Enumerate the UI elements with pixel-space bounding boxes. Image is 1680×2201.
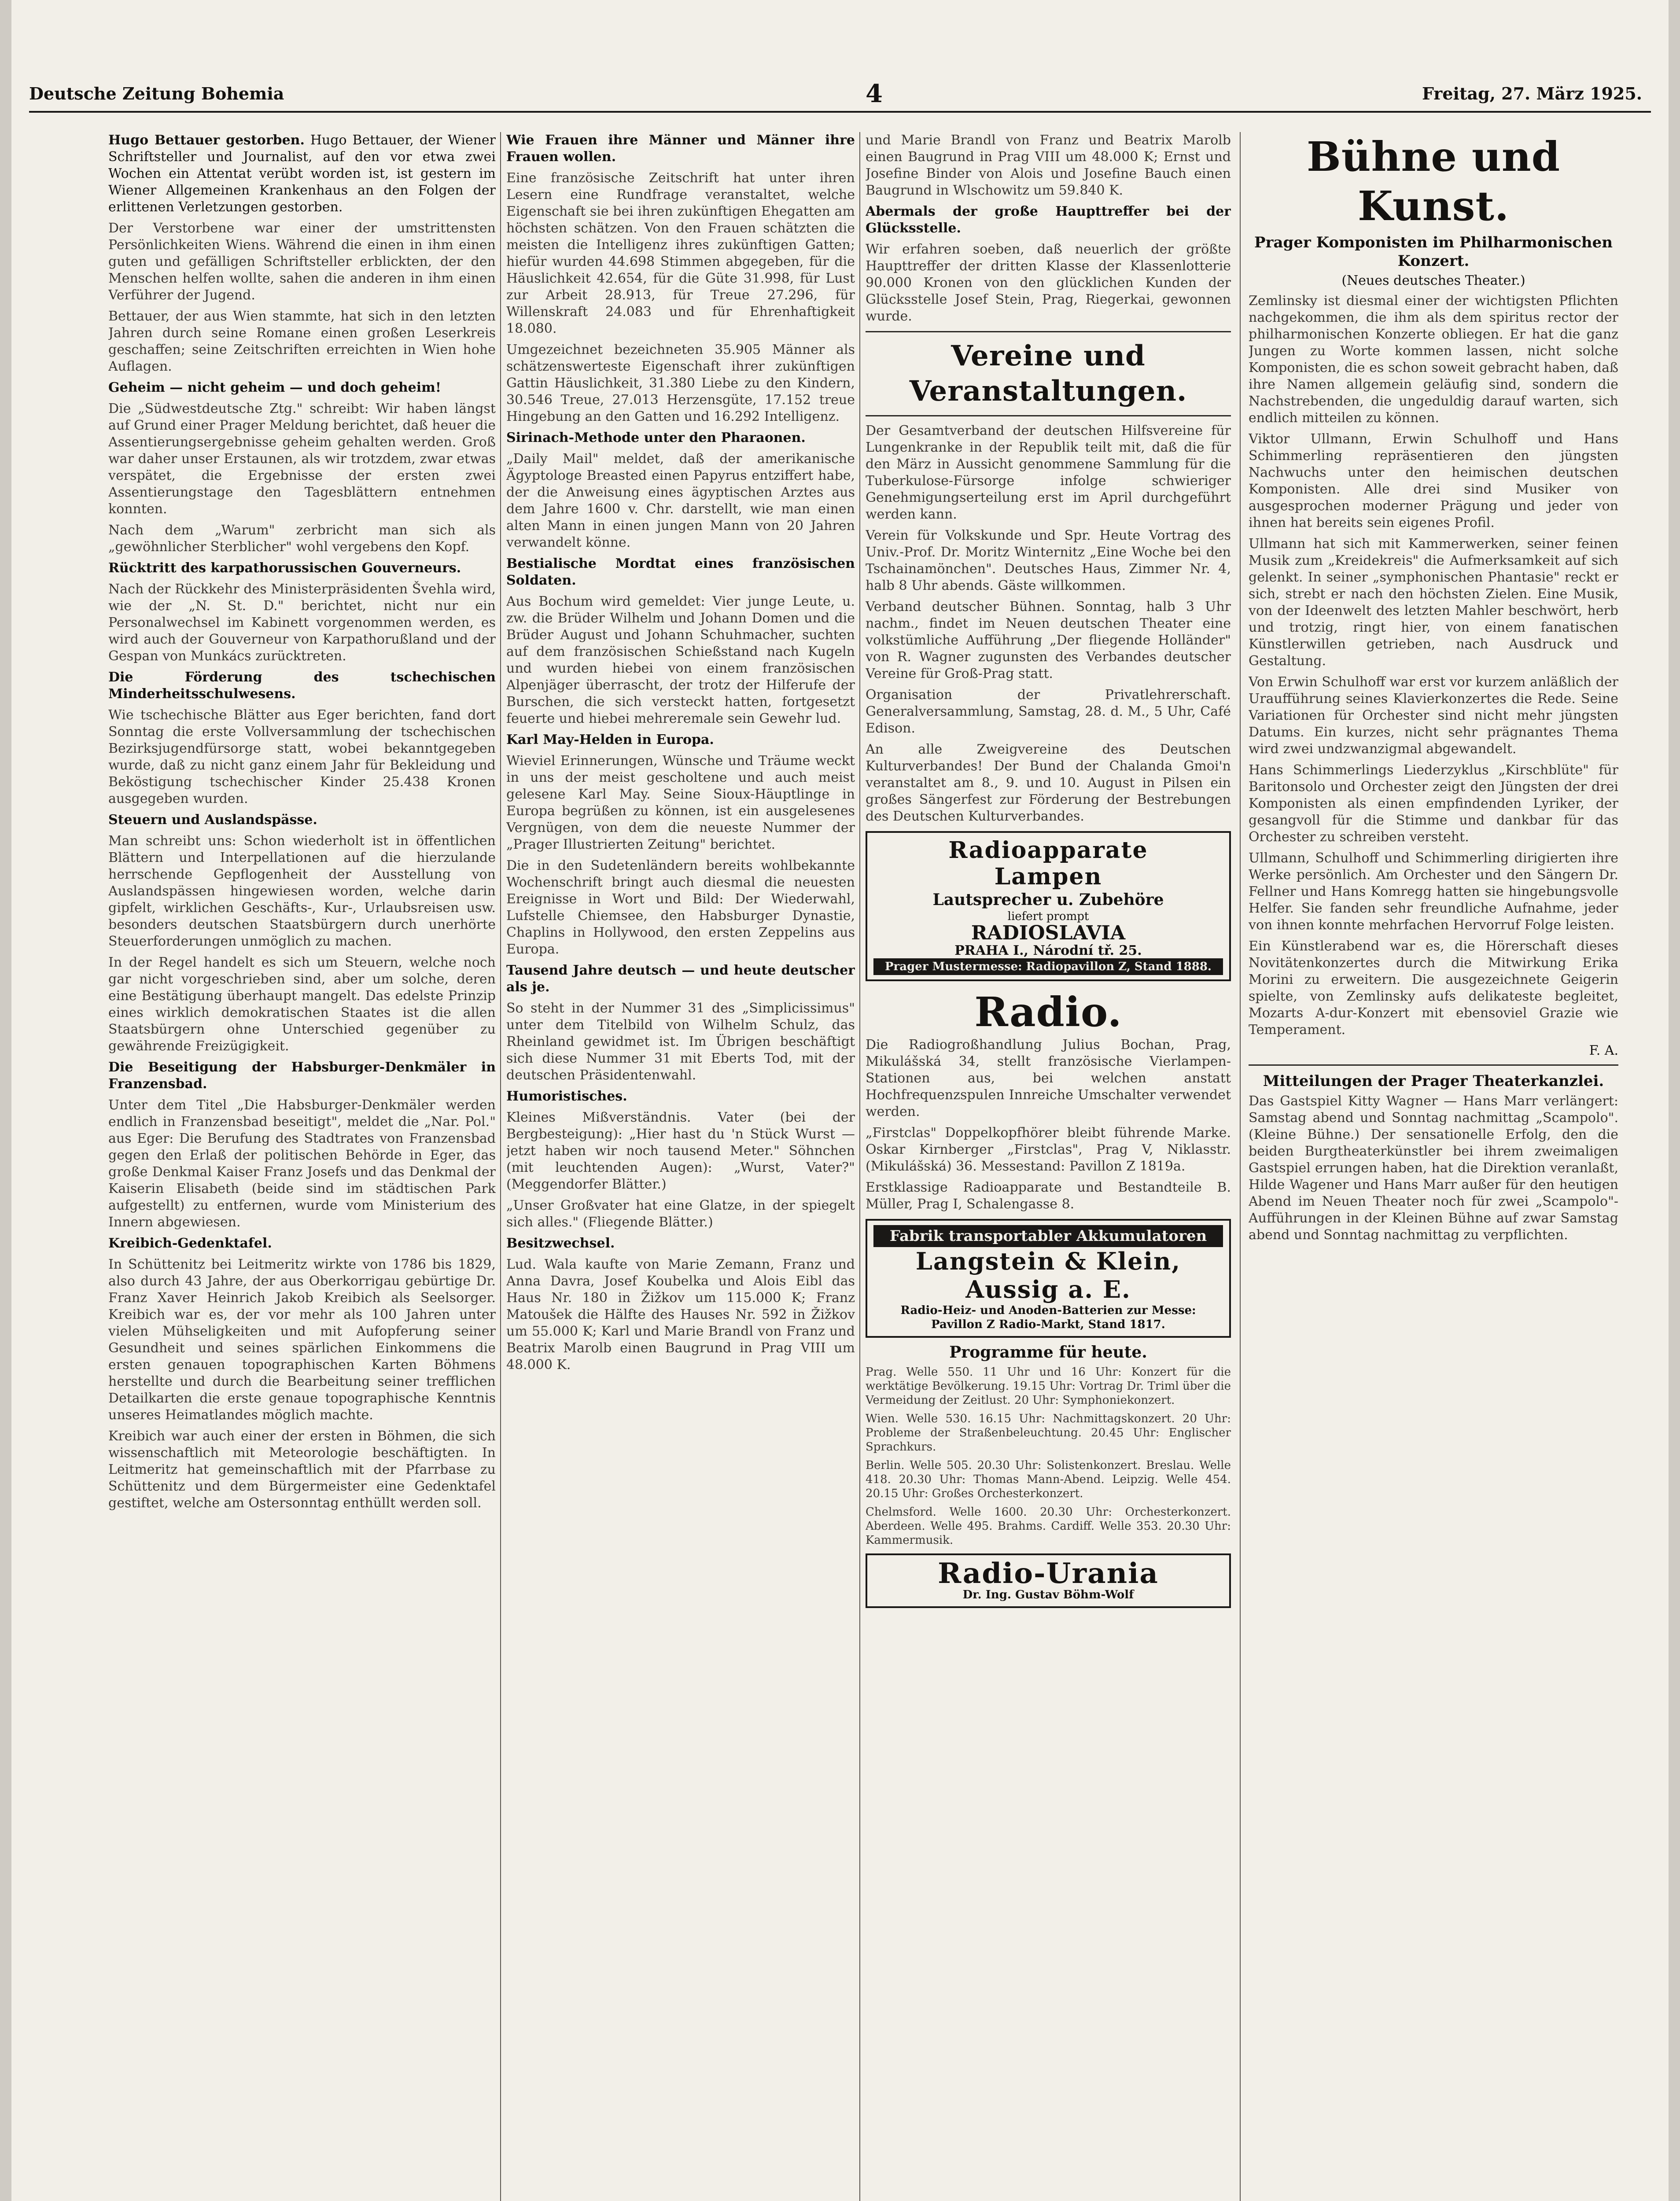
article-heading: Karl May-Helden in Europa. (506, 732, 714, 747)
page-number: 4 (866, 79, 883, 108)
ad-line: Radio-Heiz- und Anoden-Batterien zur Messe: Pavillon Z Radio-Markt, Stand 1817. (900, 1304, 1196, 1331)
article-heading: Steuern und Auslandspässe. (108, 812, 317, 828)
body-text-block: Die Radiogroßhandlung Julius Bochan, Prag, Mikulášská 34, stellt französische Vierlampen-Stationen aus, bei welchen anstatt Hochfrequenzspulen Innreiche Umschalter verwendet werden. „Firstclas" Doppelkopfhörer bleibt führende Marke. Oskar Kirnberger „Firstclas", Prag V, Niklasstr. (Mikulášská) 36. Messestand: Pavillon Z 1819a. Erstklassige Radioapparate und Bestandteile B. Müller, Prag I, Schalengasse 8. (866, 1037, 1231, 1212)
article-heading: Die Förderung des tschechischen Minderheitsschulwesens. (108, 670, 496, 702)
newspaper-page (11, 0, 1669, 2201)
article-heading: Tausend Jahre deutsch — und heute deutscher als je. (506, 963, 855, 995)
article-heading: Die Beseitigung der Habsburger-Denkmäler in Franzensbad. (108, 1060, 496, 1092)
article-heading: Hugo Bettauer gestorben. (108, 133, 305, 148)
article-heading: Mitteilungen der Prager Theaterkanzlei. (1263, 1072, 1604, 1090)
column-divider (859, 132, 860, 2201)
program-title: Programme für heute. (949, 1343, 1147, 1362)
article-heading: Humoristisches. (506, 1089, 627, 1104)
column-divider (500, 132, 501, 2201)
body-text-block: Aus Bochum wird gemeldet: Vier junge Leute, u. zw. die Brüder Wilhelm und Johann Domen und die Brüder August und Johann Schuhmacher, suchten auf dem französischen Schießstand nach Kugeln und wurden hiebei von einem französischen Alpenjäger überrascht, der trotz der Hilferufe der Burschen, die sich versteckt hatten, fortgesetzt feuerte und hiebei mehreremale sein Gewehr lud. (506, 594, 855, 726)
section-title: Bühne und Kunst. (1306, 133, 1561, 230)
body-text-block: Lud. Wala kaufte von Marie Zemann, Franz und Anna Davra, Josef Koubelka und Alois Eibl das Haus Nr. 180 in Žižkov um 115.000 K; Franz Matoušek die Hälfte des Hauses Nr. 592 in Žižkov um 55.000 K; Karl und Marie Brandl von Franz und Beatrix Marolb einen Baugrund in Prag VIII um 48.000 K. (506, 1257, 855, 1373)
article (108, 132, 496, 216)
body-text-block: Nach der Rückkehr des Ministerpräsidenten Švehla wird, wie der „N. St. D." berichtet, nicht nur ein Personalwechsel im Kabinett vorgenommen werden, es wird auch der Gouverneur von Karpathorußland und der Gespan von Munkács zurücktreten. (108, 582, 496, 664)
section-title: Radio. (974, 988, 1122, 1036)
body-text-block: Wieviel Erinnerungen, Wünsche und Träume weckt in uns der meist gescholtene und auch meist gelesene Karl May. Seine Sioux-Häuptlinge in Europa begrüßen zu können, ist ein ausgelesenes Vergnügen, von dem die neueste Nummer der „Prager Illustrierten Zeitung" berichtet. Die in den Sudetenländern bereits wohlbekannte Wochenschrift bringt auch diesmal die neuesten Ereignisse in Wort und Bild: Der Wiederwahl, Lufstelle Chiemsee, den Habsburger Dynastie, Chaplins in Hollywood, den ersten Zeppelins aus Europa. (506, 753, 855, 957)
body-text-block: Man schreibt uns: Schon wiederholt ist in öffentlichen Blättern und Interpellationen auf die hierzulande herrschende Gepflogenheit der Ausstellung von Auslandspässen hingewiesen worden, welche darin gipfelt, wirklichen Geschäfts-, Kur-, Urlaubsreisen usw. besonders deutschen Staatsbürgern durch unerhörte Steuerforderungen unmöglich zu machen. In der Regel handelt es sich um Steuern, welche noch gar nicht vorgeschrieben sind, aber um solche, deren eine Bestätigung überhaupt mangelt. Das edelste Prinzip eines wirklich demokratischen Staates ist die allen Staatsbürgern ohne Unterschied gegenüber zu gewährende Freizügigkeit. (108, 833, 496, 1054)
page-header (29, 75, 1651, 119)
ad-label: Fabrik transportabler Akkumulatoren (873, 1225, 1223, 1247)
ad-subline: Lautsprecher u. Zubehöre (932, 891, 1164, 909)
ad-owner: Dr. Ing. Gustav Böhm-Wolf (962, 1588, 1134, 1601)
article-heading: Rücktritt des karpathorussischen Gouverneurs. (108, 560, 461, 576)
header-rule (29, 111, 1651, 113)
article-heading: Prager Komponisten im Philharmonischen Konzert. (1254, 234, 1613, 270)
ad-headline: Lampen (994, 863, 1102, 890)
ad-booth: Prager Mustermesse: Radiopavillon Z, Stand 1888. (873, 958, 1223, 975)
body-text-block: „Daily Mail" meldet, daß der amerikanische Ägyptologe Breasted einen Papyrus entziffert habe, der die Anweisung eines ägyptischen Arztes aus dem Jahre 1600 v. Chr. darstellt, wie man einen alten Mann in einen jungen Mann von 20 Jahren verwandelt könne. (506, 451, 855, 550)
advertisement-langstein-klein (866, 1219, 1231, 1338)
article-heading: Bestialische Mordtat eines französischen Soldaten. (506, 556, 855, 588)
body-text-block: und Marie Brandl von Franz und Beatrix Marolb einen Baugrund in Prag VIII um 48.000 K; Ernst und Josefine Binder von Alois und Josefine Bauch einen Baugrund in Wlschowitz um 59.840 K. (866, 133, 1231, 198)
article-heading: Kreibich-Gedenktafel. (108, 1236, 272, 1251)
ad-address: PRAHA I., Národní tř. 25. (954, 943, 1142, 958)
column-1 (108, 132, 496, 2201)
body-text-block: Der Verstorbene war einer der umstrittensten Persönlichkeiten Wiens. Während die einen in ihm einen guten und gefälligen Schriftsteller erblickten, der den Menschen helfen wollte, sahen die anderen in ihm einen Verführer der Jugend. Bettauer, der aus Wien stammte, hat sich in den letzten Jahren durch seine Romane einen großen Leserkreis geschaffen; seine Zeitschriften erreichten in Wien hohe Auflagen. (108, 221, 496, 374)
article-subheading: (Neues deutsches Theater.) (1341, 273, 1525, 288)
divider (866, 415, 1231, 416)
advertisement-radio-urania (866, 1553, 1231, 1608)
divider (866, 331, 1231, 332)
body-text-block: Wir erfahren soeben, daß neuerlich der größte Haupttreffer der dritten Klasse der Klassenlotterie 90.000 Kronen von den glücklichen Kunden der Glücksstelle Josef Stein, Prag, Riegerkai, gewonnen wurde. (866, 242, 1231, 324)
newspaper-title: Deutsche Zeitung Bohemia (29, 84, 284, 103)
article-heading: Wie Frauen ihre Männer und Männer ihre Frauen wollen. (506, 133, 855, 165)
body-text-block: Prag. Welle 550. 11 Uhr und 16 Uhr: Konzert für die werktätige Bevölkerung. 19.15 Uhr: Vortrag Dr. Triml über die Vermeidung der Zeitlust. 20 Uhr: Symphoniekonzert. Wien. Welle 530. 16.15 Uhr: Nachmittagskonzert. 20 Uhr: Probleme der Straßenbeleuchtung. 20.45 Uhr: Englischer Sprachkurs. Berlin. Welle 505. 20.30 Uhr: Solistenkonzert. Breslau. Welle 418. 20.30 Uhr: Thomas Mann-Abend. Leipzig. Welle 454. 20.15 Uhr: Großes Orchesterkonzert. Chelmsford. Welle 1600. 20.30 Uhr: Orchesterkonzert. Aberdeen. Welle 495. Brahms. Cardiff. Welle 353. 20.30 Uhr: Kammermusik. (866, 1366, 1231, 1547)
column-2 (506, 132, 855, 2201)
article-heading: Besitzwechsel. (506, 1236, 615, 1251)
ad-company: Radio-Urania (938, 1557, 1159, 1590)
advertisement-radioslavia (866, 831, 1231, 981)
body-text-block: Die „Südwestdeutsche Ztg." schreibt: Wir haben längst auf Grund einer Prager Meldung berichtet, daß heuer die Assentierungsergebnisse geheim gehalten werden. Groß war daher unser Erstaunen, als wir trotzdem, zwar etwas verspätet, die Ergebnisse der ersten zwei Assentierungstage den Tagesblättern entnehmen konnten. Nach dem „Warum" zerbricht man sich als „gewöhnlicher Sterblicher" wohl vergebens den Kopf. (108, 401, 496, 555)
article-heading: Sirinach-Methode unter den Pharaonen. (506, 430, 806, 445)
body-text-block: Der Gesamtverband der deutschen Hilfsvereine für Lungenkranke in der Republik teilt mit, daß die für den März in Aussicht genommene Sammlung für die Tuberkulose-Fürsorge infolge schwieriger Genehmigungserteilung erst im April durchgeführt werden kann. Verein für Volkskunde und Spr. Heute Vortrag des Univ.-Prof. Dr. Moritz Winternitz „Eine Woche bei den Tschainamönchen". Deutsches Haus, Zimmer Nr. 4, halb 8 Uhr abends. Gäste willkommen. Verband deutscher Bühnen. Sonntag, halb 3 Uhr nachm., findet im Neuen deutschen Theater eine volkstümliche Aufführung „Der fliegende Holländer" von R. Wagner zugunsten des Verbandes deutscher Vereine für Groß-Prag statt. Organisation der Privatlehrerschaft. Generalversammlung, Samstag, 28. d. M., 5 Uhr, Café Edison. An alle Zweigvereine des Deutschen Kulturverbandes! Der Bund der Chalanda Gmoi'n veranstaltet am 8., 9. und 10. August in Pilsen ein großes Sängerfest zur Förderung der Bestrebungen des Deutschen Kulturverbandes. (866, 423, 1231, 824)
column-3 (866, 132, 1231, 2201)
body-text-block: Unter dem Titel „Die Habsburger-Denkmäler werden endlich in Franzensbad beseitigt", meldet die „Nar. Pol." aus Eger: Die Berufung des Stadtrates von Franzensbad gegen den Erlaß der politischen Behörde in Eger, das große Denkmal Kaiser Franz Josefs und das Denkmal der Kaiserin Elisabeth (beide sind im städtischen Park aufgestellt) zu entfernen, wurde vom Ministerium des Innern abgewiesen. (108, 1097, 496, 1230)
section-title: Vereine und Veranstaltungen. (909, 339, 1187, 408)
article-text: Hugo Bettauer, der Wiener Schriftsteller und Journalist, auf den vor etwa zwei Wochen ein Attentat verübt worden ist, ist gestern im Wiener Allgemeinen Krankenhaus an den Folgen der erlittenen Verletzungen gestorben. (108, 133, 496, 215)
ad-company: Langstein & Klein, Aussig a. E. (915, 1247, 1181, 1303)
divider (1249, 1064, 1618, 1066)
issue-date: Freitag, 27. März 1925. (1422, 84, 1642, 103)
article-heading: Geheim — nicht geheim — und doch geheim! (108, 380, 442, 395)
column-4 (1249, 132, 1618, 2201)
ad-note: liefert prompt (1007, 910, 1089, 923)
body-text-block: Das Gastspiel Kitty Wagner — Hans Marr verlängert: Samstag abend und Sonntag nachmittag „Scampolo". (Kleine Bühne.) Der sensationelle Erfolg, den die beiden Burgtheaterkünstler bei ihrem zweimaligen Gastspiel errungen haben, hat die Direktion veranlaßt, Hilde Wagener und Hans Marr außer für den heutigen Abend im Neuen Theater noch für zwei „Scampolo"-Aufführungen in der Kleinen Bühne auf zwar Samstag abend und Sonntag nachmittag zu verpflichten. (1249, 1093, 1618, 1243)
article-heading: Abermals der große Haupttreffer bei der Glücksstelle. (866, 204, 1231, 236)
ad-brand: RADIOSLAVIA (971, 922, 1126, 944)
body-text-block: Wie tschechische Blätter aus Eger berichten, fand dort Sonntag die erste Vollversammlung der tschechischen Bezirksjugendfürsorge statt, wobei bekanntgegeben wurde, daß zu nicht ganz einem Jahr für Bekleidung und Beköstigung tschechischer Kinder 25.438 Kronen ausgegeben wurden. (108, 707, 496, 806)
column-divider (1240, 132, 1241, 2201)
body-text-block: Kleines Mißverständnis. Vater (bei der Bergbesteigung): „Hier hast du 'n Stück Wurst — jetzt haben wir noch tausend Meter." Söhnchen (mit leuchtenden Augen): „Wurst, Vater?" (Meggendorfer Blätter.) „Unser Großvater hat eine Glatze, in der spiegelt sich alles." (Fliegende Blätter.) (506, 1110, 855, 1230)
body-text-block: So steht in der Nummer 31 des „Simplicissimus" unter dem Titelbild von Wilhelm Schulz, das Rheinland gewidmet ist. Im Übrigen beschäftigt sich diese Nummer 31 mit Eberts Tod, mit der deutschen Präsidentenwahl. (506, 1001, 855, 1083)
body-text-block: Eine französische Zeitschrift hat unter ihren Lesern eine Rundfrage veranstaltet, welche Eigenschaft sie bei ihren zukünftigen Ehegatten am höchsten schätzen. Von den Frauen schätzten die meisten die Intelligenz ihres zukünftigen Gatten; hiefür wurden 44.698 Stimmen abgegeben, für die Häuslichkeit 42.654, für die Güte 31.998, für Lust zur Arbeit 28.913, für Treue 27.296, für Willenskraft 24.083 und für Ehrenhaftigkeit 18.080. Umgezeichnet bezeichneten 35.905 Männer als schätzenswerteste Eigenschaft ihrer zukünftigen Gattin Häuslichkeit, 31.380 Liebe zu den Kindern, 30.546 Treue, 27.013 Herzensgüte, 17.152 treue Hingebung an den Gatten und 16.292 Intelligenz. (506, 170, 855, 424)
ad-headline: Radioapparate (948, 837, 1148, 864)
body-text-block: Zemlinsky ist diesmal einer der wichtigsten Pflichten nachgekommen, die ihm als dem spiritus rector der philharmonischen Konzerte obliegen. Er hat die ganz Jungen zu Worte kommen lassen, nicht solche Komponisten, die es schon soweit gebracht haben, daß ihre Namen allgemein geläufig sind, sondern die Nachstrebenden, die ungeduldig darauf warten, sich endlich mitteilen zu können. Viktor Ullmann, Erwin Schulhoff und Hans Schimmerling repräsentieren den jüngsten Nachwuchs unter den heimischen deutschen Komponisten. Alle drei sind Musiker von ausgesprochen moderner Prägung und jeder von ihnen hat bereits sein eigenes Profil. Ullmann hat sich mit Kammerwerken, seiner feinen Musik zum „Kreidekreis" die Aufmerksamkeit auf sich gelenkt. In seiner „symphonischen Phantasie" reckt er sich, strebt er nach den höchsten Zielen. Eine Musik, von der Ideenwelt des letzten Mahler beschwört, herb und trotzig, ringt hier, von einem fanatischen Künstlerwillen getrieben, nach Ausdruck und Gestaltung. Von Erwin Schulhoff war erst vor kurzem anläßlich der Uraufführung seines Klavierkonzertes die Rede. Seine Variationen für Orchester sind nicht mehr jüngsten Datums. Ein kurzes, nicht sehr prägnantes Thema wird zwei undzwanzigmal abgewandelt. Hans Schimmerlings Liederzyklus „Kirschblüte" für Baritonsolo und Orchester zeigt den Jüngsten der drei Komponisten als einen empfindenden Lyriker, der gesangvoll für die Stimme und dankbar für das Orchester zu schreiben versteht. Ullmann, Schulhoff und Schimmerling dirigierten ihre Werke persönlich. Am Orchester und den Sängern Dr. Fellner und Hans Komregg hatten sie hingebungsvolle Helfer. Sie fanden sehr freundliche Aufnahme, jeder von ihnen konnte mehrfachen Hervorruf Folge leisten. Ein Künstlerabend war es, die Hörerschaft dieses Novitätenkonzertes durch die Mitwirkung Erika Morini zu erweitern. Die ausgezeichnete Geigerin spielte, von Zemlinsky aufs delikateste begleitet, Mozarts A-dur-Konzert mit ebensoviel Grazie wie Temperament. (1249, 293, 1618, 1038)
author-signature: F. A. (1589, 1043, 1618, 1058)
body-text-block: In Schüttenitz bei Leitmeritz wirkte von 1786 bis 1829, also durch 43 Jahre, der aus Oberkorrigau gebürtige Dr. Franz Xaver Heinrich Jakob Kreibich als Seelsorger. Kreibich war es, der vor mehr als 100 Jahren unter vielen Mühseligkeiten und mit Aufopferung seiner Gesundheit und seines spärlichen Einkommens die ersten genauen topographischen Karten Böhmens herstellte und durch die Bearbeitung seiner trefflichen Detailkarten die erste genaue topographische Kenntnis unseres Heimatlandes möglich machte. Kreibich war auch einer der ersten in Böhmen, die sich wissenschaftlich mit Meteorologie beschäftigten. In Leitmeritz hat gemeinschaftlich mit der Pfarrbase zu Schüttenitz und dem Bürgermeister eine Gedenktafel gestiftet, welche am Ostersonntag enthüllt werden soll. (108, 1257, 496, 1511)
